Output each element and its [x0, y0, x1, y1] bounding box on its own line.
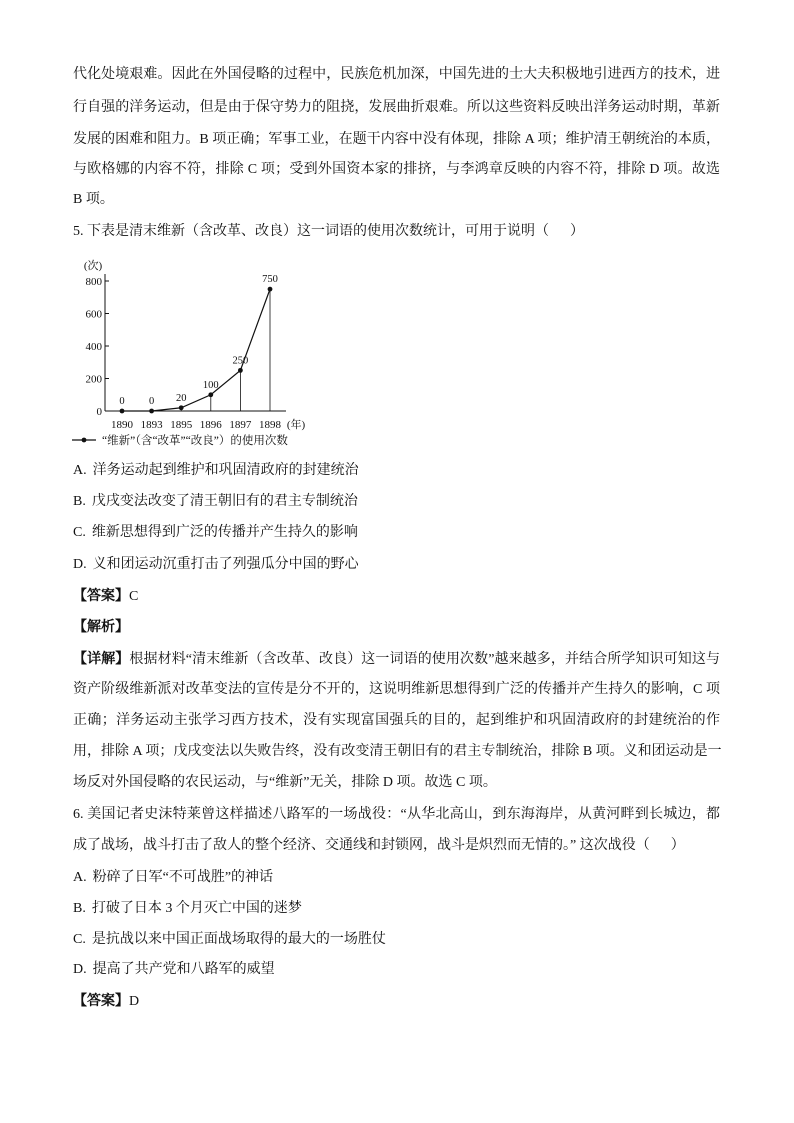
- data-label-1895: 20: [175, 392, 187, 404]
- data-label-1896: 100: [202, 379, 219, 391]
- x-tick-label-1890: 1890: [111, 419, 133, 431]
- x-tick-label-1895: 1895: [170, 419, 193, 431]
- q5-answer: [73, 587, 138, 607]
- data-point-1898: [268, 287, 273, 292]
- option-text: 提高了共产党和八路军的威望: [92, 962, 275, 977]
- prev-explanation-line-3: 发展的困难和阻力。B 项正确；军事工业，在题干内容中没有体现，排除 A 项；维护清王朝统治的本质，: [73, 132, 720, 147]
- option-letter: A.: [73, 870, 87, 885]
- q5-detail-line-1: [73, 650, 720, 670]
- series-line: [122, 289, 270, 411]
- y-tick-label-0: 0: [96, 406, 102, 418]
- option-letter: D.: [73, 557, 87, 572]
- data-point-1895: [179, 405, 184, 410]
- option-text: 粉碎了日军“不可战胜”的神话: [92, 870, 274, 885]
- option-text: 是抗战以来中国正面战场取得的最大的一场胜仗: [91, 932, 386, 947]
- q5-detail-line-2: 资产阶级维新派对改革变法的宣传是分不开的，这说明维新思想得到广泛的传播并产生持久的影响，C 项: [73, 682, 720, 697]
- data-point-1896: [208, 392, 213, 397]
- data-label-1897: 250: [232, 355, 249, 367]
- q5-option-b: [73, 492, 358, 512]
- option-letter: B.: [73, 494, 86, 509]
- option-letter: C.: [73, 525, 86, 540]
- q5-analysis-heading: [73, 618, 129, 638]
- option-letter: B.: [73, 901, 86, 916]
- option-letter: A.: [73, 463, 87, 478]
- x-tick-label-1893: 1893: [140, 419, 163, 431]
- q5-detail-line-4: 用，排除 A 项；戊戌变法以失败告终，没有改变清王朝旧有的君主专制统治，排除 B 项。义和团运动是一: [73, 744, 722, 759]
- prev-explanation-line-4: 与欧格娜的内容不符，排除 C 项；受到外国资本家的排挤，与李鸿章反映的内容不符，排除 D 项。故选: [73, 162, 720, 177]
- q6-option-a: [73, 868, 273, 888]
- option-text: 洋务运动起到维护和巩固清政府的封建统治: [92, 463, 359, 478]
- q6-option-b: [73, 899, 302, 919]
- q5-option-d: [73, 555, 359, 575]
- legend-marker: [82, 438, 87, 443]
- y-tick-label-200: 200: [85, 373, 102, 386]
- x-tick-label-1896: 1896: [199, 419, 222, 431]
- q5-stem: 5. 下表是清末维新（含改革、改良）这一词语的使用次数统计，可用于说明（ ）: [73, 224, 584, 239]
- data-point-1897: [238, 368, 243, 373]
- answer-tag: 【答案】: [73, 994, 129, 1009]
- x-tick-label-1897: 1897: [229, 419, 252, 431]
- q6-option-c: [73, 930, 386, 950]
- q5-option-a: [73, 461, 359, 481]
- option-text: 打破了日本 3 个月灭亡中国的迷梦: [91, 901, 302, 916]
- data-label-1898: 750: [262, 274, 278, 286]
- y-tick-label-800: 800: [85, 276, 102, 288]
- q6-answer: [73, 992, 139, 1012]
- prev-explanation-line-1: 代化处境艰难。因此在外国侵略的过程中，民族危机加深，中国先进的士大夫积极地引进西方的技术，进: [73, 67, 720, 82]
- option-letter: D.: [73, 962, 87, 977]
- option-text: 维新思想得到广泛的传播并产生持久的影响: [91, 525, 358, 540]
- data-point-1893: [149, 409, 154, 414]
- answer-tag: 【答案】: [73, 589, 129, 604]
- option-text: 义和团运动沉重打击了列强瓜分中国的野心: [92, 557, 359, 572]
- prev-explanation-line-2: 行自强的洋务运动，但是由于保守势力的阻挠，发展曲折艰难。所以这些资料反映出洋务运动时期，革新: [73, 100, 720, 115]
- legend-label: “维新”（含“改革”“改良”）的使用次数: [102, 435, 288, 447]
- prev-explanation-line-5: B 项。: [73, 192, 114, 207]
- x-tick-label-1898: 1898: [259, 419, 281, 431]
- answer-value: C: [129, 589, 139, 604]
- q6-option-d: [73, 960, 275, 980]
- y-axis-label: (次): [83, 260, 103, 272]
- y-tick-label-400: 400: [85, 341, 102, 353]
- q6-stem-line-2: 成了战场，战斗打击了敌人的整个经济、交通线和封锁网，战斗是炽烈而无情的。” 这次战役（ ）: [73, 838, 685, 853]
- data-point-1890: [120, 409, 125, 414]
- q5-detail-line-5: 场反对外国侵略的农民运动，与“维新”无关，排除 D 项。故选 C 项。: [73, 775, 497, 790]
- q5-option-c: [73, 523, 358, 543]
- x-axis-label: (年): [286, 419, 306, 431]
- data-label-1893: 0: [148, 396, 155, 407]
- detail-text: 根据材料“清末维新（含改革、改良）这一词语的使用次数”越来越多，并结合所学知识可知这与: [129, 652, 720, 667]
- q6-stem-line-1: 6. 美国记者史沫特莱曾这样描述八路军的一场战役：“从华北高山，到东海海岸，从黄河畔到长城边，都: [73, 807, 720, 822]
- answer-value: D: [129, 994, 140, 1009]
- y-tick-label-600: 600: [85, 308, 102, 321]
- q5-usage-count-chart: [60, 250, 340, 450]
- option-letter: C.: [73, 932, 86, 947]
- option-text: 戊戌变法改变了清王朝旧有的君主专制统治: [91, 494, 358, 509]
- analysis-tag: 【解析】: [73, 620, 129, 635]
- detail-tag: 【详解】: [73, 652, 130, 667]
- data-label-1890: 0: [119, 396, 125, 407]
- q5-detail-line-3: 正确；洋务运动主张学习西方技术，没有实现富国强兵的目的，起到维护和巩固清政府的封建统治的作: [73, 713, 720, 728]
